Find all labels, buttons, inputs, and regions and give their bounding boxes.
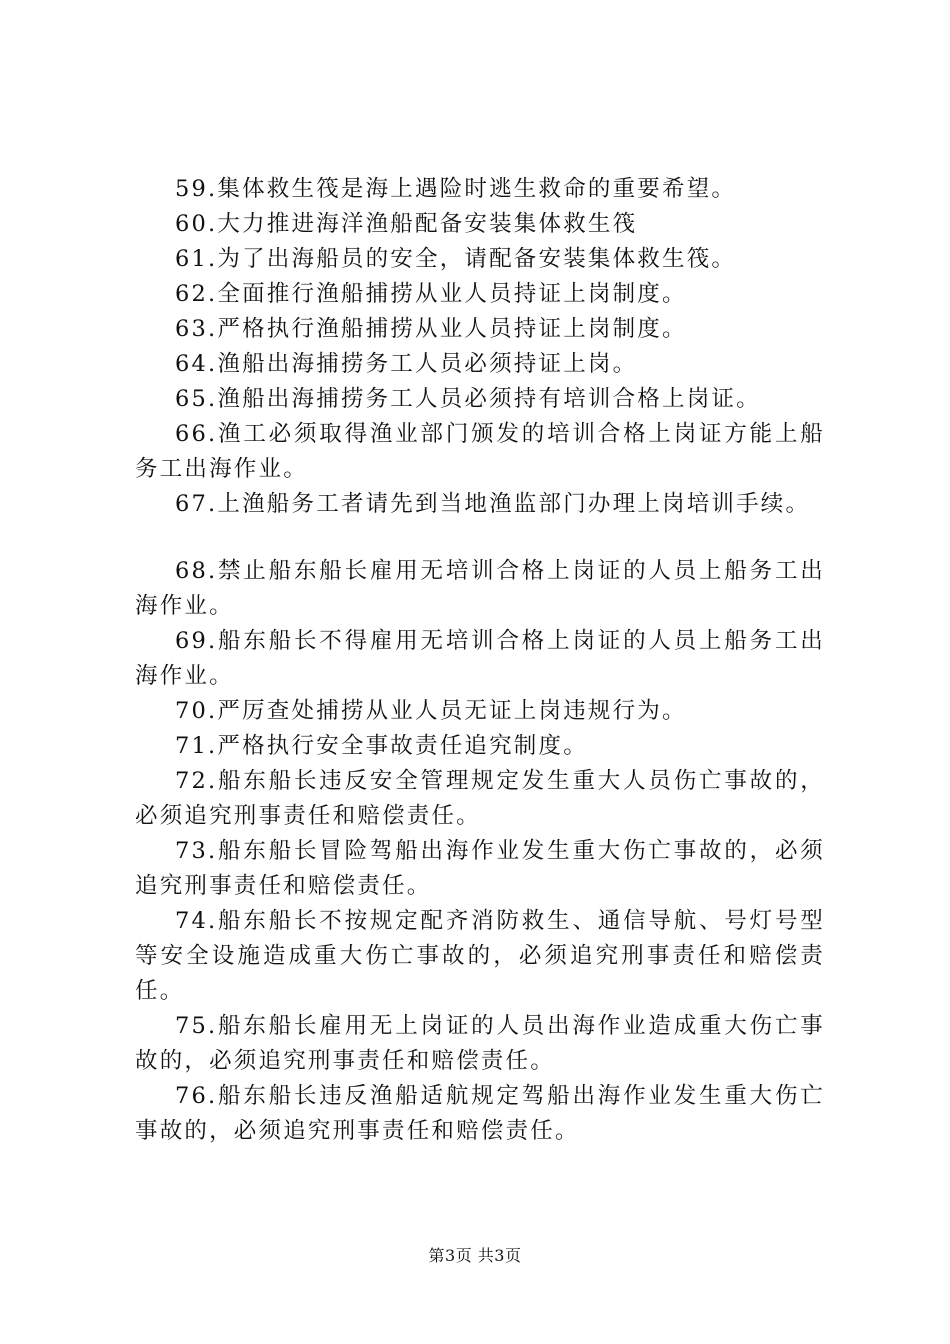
item-number: 74. — [175, 908, 218, 934]
list-item-65 — [135, 382, 825, 417]
item-number: 69. — [175, 628, 218, 654]
item-number: 72. — [175, 768, 218, 794]
item-number: 60. — [175, 211, 218, 237]
list-item-64 — [135, 347, 825, 382]
item-number: 63. — [175, 316, 218, 342]
item-number: 64. — [175, 351, 218, 377]
list-item-61 — [135, 242, 825, 277]
item-number: 76. — [175, 1083, 218, 1109]
list-item-76 — [135, 1079, 825, 1149]
page-number-label: 第3页 共3页 — [428, 1246, 522, 1265]
item-text: 禁止船东船长雇用无培训合格上岗证的人员上船务工出海作业。 — [135, 558, 825, 619]
list-item-70 — [135, 694, 825, 729]
item-text: 全面推行渔船捕捞从业人员持证上岗制度。 — [217, 281, 687, 307]
item-text: 船东船长不按规定配齐消防救生、通信导航、号灯号型等安全设施造成重大伤亡事故的，必须追究刑事责任和赔偿责任。 — [135, 908, 825, 1004]
item-text: 船东船长违反安全管理规定发生重大人员伤亡事故的，必须追究刑事责任和赔偿责任。 — [135, 768, 825, 829]
item-number: 67. — [175, 491, 218, 517]
item-text: 船东船长违反渔船适航规定驾船出海作业发生重大伤亡事故的，必须追究刑事责任和赔偿责任。 — [135, 1083, 825, 1144]
list-item-75 — [135, 1009, 825, 1079]
item-number: 70. — [175, 698, 218, 724]
item-number: 66. — [175, 421, 218, 447]
item-text: 集体救生筏是海上遇险时逃生救命的重要希望。 — [217, 176, 737, 202]
item-text: 大力推进海洋渔船配备安装集体救生筏 — [217, 211, 638, 237]
list-item-73 — [135, 834, 825, 904]
list-item-67 — [135, 487, 825, 522]
list-item-62 — [135, 277, 825, 312]
list-item-72 — [135, 764, 825, 834]
list-item-60 — [135, 207, 825, 242]
list-item-63 — [135, 312, 825, 347]
list-item-74 — [135, 904, 825, 1009]
item-number: 61. — [175, 246, 218, 272]
item-number: 59. — [175, 176, 218, 202]
list-item-59 — [135, 172, 825, 207]
list-item-71 — [135, 729, 825, 764]
item-text: 船东船长冒险驾船出海作业发生重大伤亡事故的，必须追究刑事责任和赔偿责任。 — [135, 838, 825, 899]
item-text: 严格执行安全事故责任追究制度。 — [217, 733, 588, 759]
item-text: 严厉查处捕捞从业人员无证上岗违规行为。 — [217, 698, 687, 724]
item-text: 渔船出海捕捞务工人员必须持有培训合格上岗证。 — [217, 386, 761, 412]
item-text: 船东船长不得雇用无培训合格上岗证的人员上船务工出海作业。 — [135, 628, 825, 689]
item-number: 73. — [175, 838, 218, 864]
item-number: 65. — [175, 386, 218, 412]
item-number: 71. — [175, 733, 218, 759]
item-text: 为了出海船员的安全，请配备安装集体救生筏。 — [217, 246, 737, 272]
item-text: 渔工必须取得渔业部门颁发的培训合格上岗证方能上船务工出海作业。 — [135, 421, 825, 482]
page-footer — [0, 1243, 950, 1266]
item-number: 62. — [175, 281, 218, 307]
item-number: 68. — [175, 558, 218, 584]
item-text: 渔船出海捕捞务工人员必须持证上岗。 — [217, 351, 638, 377]
item-text: 上渔船务工者请先到当地渔监部门办理上岗培训手续。 — [217, 491, 811, 517]
item-number: 75. — [175, 1013, 218, 1039]
list-item-69 — [135, 624, 825, 694]
document-body — [135, 172, 825, 1149]
item-text: 船东船长雇用无上岗证的人员出海作业造成重大伤亡事故的，必须追究刑事责任和赔偿责任。 — [135, 1013, 825, 1074]
list-item-66 — [135, 417, 825, 487]
item-text: 严格执行渔船捕捞从业人员持证上岗制度。 — [217, 316, 687, 342]
list-item-68 — [135, 554, 825, 624]
